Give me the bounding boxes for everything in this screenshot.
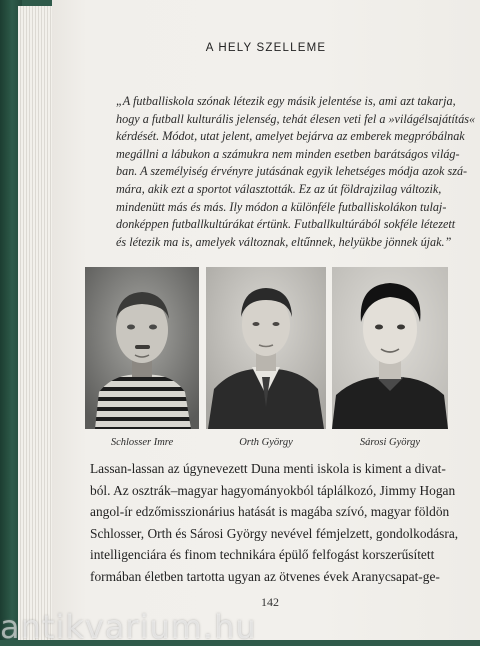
quote-line: és létezik ma is, amelyek változnak, eltűnnek, helyükbe jönnek újak.” bbox=[116, 234, 452, 249]
body-line: Lassan-lassan az úgynevezett Duna menti iskola is kiment a divat- bbox=[90, 461, 446, 476]
quote-line: mindenütt más és más. Ily módon a különféle futballiskolákon tulaj- bbox=[116, 199, 447, 214]
watermark: antikvarium.hu bbox=[0, 608, 257, 646]
quote-line: ban. A személyiség érvényre jutásának egyik lehetséges módja azok szá- bbox=[116, 164, 468, 179]
quote-block bbox=[116, 93, 476, 251]
caption-sarosi: Sárosi György bbox=[359, 437, 421, 448]
page-number: 142 bbox=[261, 595, 279, 609]
body-line: angol-ír edzőmisszionárius hatását is magába szívó, magyar földön bbox=[90, 504, 450, 519]
portrait-image bbox=[85, 267, 199, 429]
quote-line: megállni a lábukon a számukra nem minden esetben barátságos világ- bbox=[116, 146, 460, 161]
quote-line: kérdését. Módot, utat jelent, amelyet bejárva az emberek megpróbálnak bbox=[116, 129, 465, 144]
caption-orth: Orth György bbox=[239, 437, 293, 448]
quote-line: hogy a futball kulturális jelenség, tehát élesen veti fel a »világélsajátítás« bbox=[116, 111, 476, 126]
body-line: formában életben tartotta ugyan az ötvenes évek Aranycsapat-ge- bbox=[90, 568, 440, 584]
body-line: Schlosser, Orth és Sárosi György nevével fémjelzett, gondolkodásra, bbox=[90, 525, 459, 541]
body-line: ból. Az osztrák–magyar hagyományokból táplálkozó, Jimmy Hogan bbox=[90, 482, 456, 498]
quote-line: „A futballiskola szónak létezik egy másik jelentése is, ami azt takarja, bbox=[116, 94, 456, 108]
caption-schlosser: Schlosser Imre bbox=[110, 437, 174, 448]
photo-orth bbox=[206, 267, 326, 429]
body-paragraph bbox=[90, 458, 459, 587]
body-line: intelligenciára és finom technikára épülő felfogást korszerűsített bbox=[90, 547, 435, 562]
quote-line: mára, akik ezt a sportot választották. Ez az út földrajzilag változik, bbox=[116, 181, 442, 196]
running-header: A HELY SZELLEME bbox=[205, 42, 327, 54]
portrait-image bbox=[332, 267, 448, 429]
photo-sarosi bbox=[332, 267, 448, 429]
quote-line: donképpen futballkultúrákat értünk. Futballkultúrából sokféle létezett bbox=[116, 217, 456, 232]
portrait-image bbox=[206, 267, 326, 429]
photo-schlosser bbox=[85, 267, 199, 429]
